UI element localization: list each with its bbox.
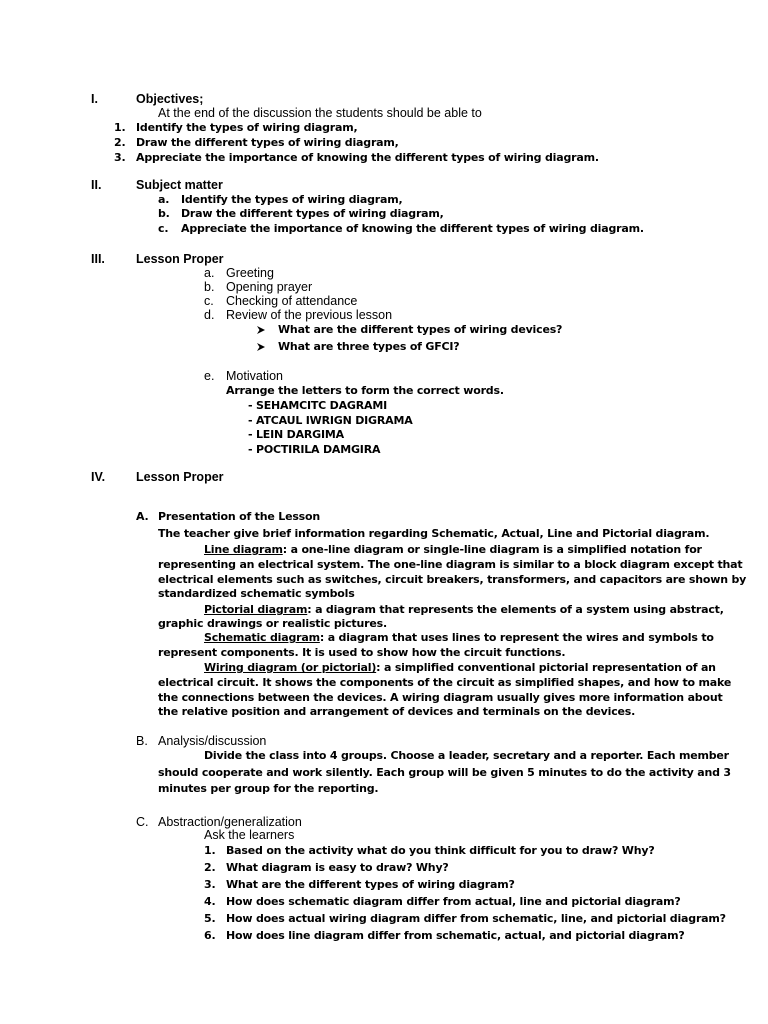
review-question: What are three types of GFCI? <box>278 340 460 353</box>
list-marker: d. <box>204 308 215 322</box>
list-marker: c. <box>158 222 169 235</box>
term-line-diagram: Line diagram <box>204 543 283 556</box>
list-marker: b. <box>158 207 170 220</box>
question-marker: 5. <box>204 912 216 925</box>
scrambled-word: - SEHAMCITC DAGRAMI <box>248 399 387 412</box>
list-marker: 1. <box>114 121 126 134</box>
scrambled-word: - ATCAUL IWRIGN DIGRAMA <box>248 414 413 427</box>
section-numeral: III. <box>91 252 105 266</box>
list-item: Appreciate the importance of knowing the different types of wiring diagram. <box>181 222 644 235</box>
definition-text: the relative position and arrangement of devices and terminals on the devices. <box>158 705 636 718</box>
list-marker: c. <box>204 294 214 308</box>
list-marker: e. <box>204 369 215 383</box>
analysis-text: Divide the class into 4 groups. Choose a leader, secretary and a reporter. Each member <box>204 749 729 762</box>
question-marker: 1. <box>204 844 216 857</box>
section-heading-subject-matter: Subject matter <box>136 178 223 192</box>
motivation-label: Motivation <box>226 369 283 383</box>
question-marker: 2. <box>204 861 216 874</box>
analysis-text: minutes per group for the reporting. <box>158 782 379 795</box>
question-item: What diagram is easy to draw? Why? <box>226 861 449 874</box>
question-item: How does line diagram differ from schematic, actual, and pictorial diagram? <box>226 929 685 942</box>
definition-text: : a one-line diagram or single-line diagram is a simplified notation for <box>282 543 702 556</box>
arrow-bullet-icon <box>256 325 266 335</box>
definition-text: : a diagram that represents the elements of a system using abstract, <box>307 603 724 616</box>
review-question: What are the different types of wiring devices? <box>278 323 563 336</box>
list-marker: a. <box>158 193 170 206</box>
question-item: How does actual wiring diagram differ from schematic, line, and pictorial diagram? <box>226 912 726 925</box>
question-item: How does schematic diagram differ from actual, line and pictorial diagram? <box>226 895 681 908</box>
section-heading-lesson-proper: Lesson Proper <box>136 252 224 266</box>
section-heading-objectives: Objectives; <box>136 92 204 106</box>
subsection-marker: B. <box>136 734 148 748</box>
definition-text: graphic drawings or realistic pictures. <box>158 617 387 630</box>
definition-text: standardized schematic symbols <box>158 587 355 600</box>
objectives-intro: At the end of the discussion the students should be able to <box>158 106 482 120</box>
question-item: Based on the activity what do you think difficult for you to draw? Why? <box>226 844 655 857</box>
list-item: Identify the types of wiring diagram, <box>181 193 403 206</box>
definition-pictorial-diagram <box>204 604 724 615</box>
subsection-title-abstraction: Abstraction/generalization <box>158 815 302 829</box>
section-heading-lesson-proper-2: Lesson Proper <box>136 470 224 484</box>
list-marker: 2. <box>114 136 126 149</box>
list-marker: a. <box>204 266 215 280</box>
presentation-intro: The teacher give brief information regarding Schematic, Actual, Line and Pictorial diagram. <box>158 527 710 540</box>
definition-text: electrical elements such as switches, circuit breakers, transformers, and capacitors are shown by <box>158 573 747 586</box>
definition-wiring-diagram <box>204 662 716 673</box>
motivation-instruction: Arrange the letters to form the correct words. <box>226 384 504 397</box>
section-numeral: I. <box>91 92 98 106</box>
definition-text: the connections between the devices. A wiring diagram usually gives more information about <box>158 691 723 704</box>
list-item: Opening prayer <box>226 280 313 294</box>
scrambled-word: - LEIN DARGIMA <box>248 428 344 441</box>
definition-text: represent components. It is used to show how the circuit functions. <box>158 646 566 659</box>
subsection-title-presentation: Presentation of the Lesson <box>158 510 321 523</box>
list-item: Review of the previous lesson <box>226 308 393 322</box>
arrow-bullet-icon <box>256 342 266 352</box>
analysis-text: should cooperate and work silently. Each group will be given 5 minutes to do the activity and 3 <box>158 766 731 779</box>
list-marker: b. <box>204 280 215 294</box>
question-marker: 3. <box>204 878 216 891</box>
definition-schematic-diagram <box>204 632 714 643</box>
term-schematic-diagram: Schematic diagram <box>204 631 320 644</box>
definition-text: : a simplified conventional pictorial representation of an <box>376 661 716 674</box>
section-numeral: IV. <box>91 470 106 484</box>
section-numeral: II. <box>91 178 102 192</box>
definition-text: representing an electrical system. The one-line diagram is similar to a block diagram except that <box>158 558 743 571</box>
list-item: Identify the types of wiring diagram, <box>136 121 358 134</box>
question-item: What are the different types of wiring diagram? <box>226 878 515 891</box>
term-pictorial-diagram: Pictorial diagram <box>204 603 308 616</box>
definition-line-diagram <box>204 544 702 555</box>
question-marker: 6. <box>204 929 216 942</box>
definition-text: electrical circuit. It shows the components of the circuit as simplified shapes, and how to make <box>158 676 732 689</box>
term-wiring-diagram: Wiring diagram (or pictorial) <box>204 661 377 674</box>
list-marker: 3. <box>114 151 126 164</box>
subsection-marker: C. <box>136 815 149 829</box>
subsection-marker: A. <box>136 510 149 523</box>
list-item: Checking of attendance <box>226 294 358 308</box>
list-item: Appreciate the importance of knowing the different types of wiring diagram. <box>136 151 599 164</box>
subsection-title-analysis: Analysis/discussion <box>158 734 267 748</box>
question-marker: 4. <box>204 895 216 908</box>
list-item: Draw the different types of wiring diagram, <box>136 136 399 149</box>
list-item: Draw the different types of wiring diagram, <box>181 207 444 220</box>
abstraction-prompt: Ask the learners <box>204 828 295 842</box>
list-item: Greeting <box>226 266 274 280</box>
scrambled-word: - POCTIRILA DAMGIRA <box>248 443 381 456</box>
definition-text: : a diagram that uses lines to represent the wires and symbols to <box>319 631 714 644</box>
